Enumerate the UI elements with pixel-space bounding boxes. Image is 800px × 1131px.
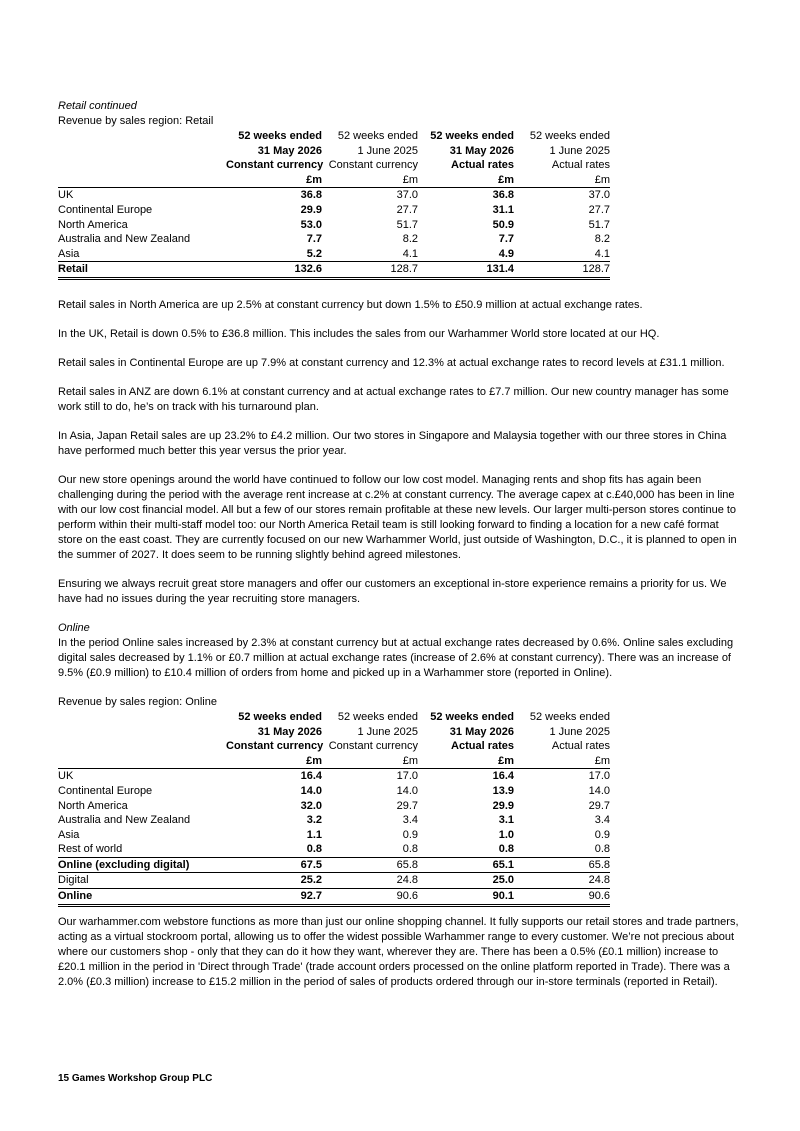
row-label: Asia — [58, 828, 80, 841]
header-cell: 52 weeks ended — [529, 710, 610, 723]
header-cell: 1 June 2025 — [549, 725, 610, 738]
header-cell: 52 weeks ended — [430, 710, 514, 723]
header-cell: £m — [514, 173, 610, 188]
header-cell: 52 weeks ended — [238, 710, 322, 723]
table-row — [58, 873, 610, 889]
paragraph: In the UK, Retail is down 0.5% to £36.8 million. This includes the sales from our Warhammer World store located at our HQ. — [58, 327, 660, 340]
retail-header-row-2 — [58, 144, 610, 159]
table-cell: 8.2 — [402, 233, 418, 246]
table-cell: 50.9 — [492, 218, 514, 231]
table-cell: 25.2 — [300, 874, 322, 887]
table-cell: 29.9 — [300, 203, 322, 216]
online-revenue-table — [58, 710, 610, 907]
table-cell: 51.7 — [396, 218, 418, 231]
row-label: Online — [58, 889, 226, 906]
row-label: Continental Europe — [58, 784, 153, 797]
header-blank — [58, 144, 226, 159]
paragraph: Our new store openings around the world have continued to follow our low cost model. Managing rents and shop fits has again been challenging during the period with the average rent increase at c.2% at constant currency. The average capex at c.£40,000 has been in line with our low cost financial model. All but a few of our stores remain profitable at these new levels. Our larger multi-person stores continue to perform within their multi-staff model too: our North America Retail team is still looking forward to finding a location for a new café format store on the east coast. They are currently focused on our new Warhammer World, just outside of Washington, D.C., it is planned to open in the summer of 2027. It does seem to be running slightly behind agreed milestones. — [58, 473, 737, 561]
header-cell: £m — [226, 173, 322, 188]
table-row — [58, 232, 610, 247]
table-cell: 32.0 — [300, 799, 322, 812]
table-cell: 13.9 — [492, 784, 514, 797]
retail-header-row-1 — [58, 129, 610, 144]
table-cell: 0.8 — [498, 843, 514, 856]
header-cell: 52 weeks ended — [337, 710, 418, 723]
paragraph: In Asia, Japan Retail sales are up 23.2% to £4.2 million. Our two stores in Singapore and Malaysia together with our three stores in China have performed much better this year versus the prior year. — [58, 429, 727, 457]
header-cell: Actual rates — [551, 740, 610, 753]
header-cell: Constant currency — [226, 740, 324, 753]
table-cell: 53.0 — [300, 218, 322, 231]
header-blank — [58, 158, 226, 173]
table-row — [58, 784, 610, 799]
header-cell: 1 June 2025 — [357, 725, 418, 738]
table-cell: 8.2 — [594, 233, 610, 246]
table-row — [58, 813, 610, 828]
header-blank — [58, 129, 226, 144]
row-label: North America — [58, 218, 128, 231]
header-cell: 1 June 2025 — [357, 144, 418, 157]
table-cell: 3.4 — [402, 814, 418, 827]
row-label: Asia — [58, 247, 80, 260]
retail-header-row-3 — [58, 158, 610, 173]
table-cell: 24.8 — [396, 874, 418, 887]
online-table-caption: Revenue by sales region: Online — [58, 695, 217, 708]
retail-revenue-table — [58, 129, 610, 280]
header-cell: 52 weeks ended — [337, 130, 418, 142]
table-cell: 65.8 — [322, 857, 418, 873]
table-cell: 7.7 — [306, 233, 322, 246]
row-label: UK — [58, 770, 74, 783]
header-cell: 1 June 2025 — [549, 144, 610, 157]
table-cell: 128.7 — [514, 262, 610, 279]
table-cell: 36.8 — [300, 189, 322, 202]
table-cell: 27.7 — [588, 203, 610, 216]
row-label: Rest of world — [58, 843, 123, 856]
table-cell: 29.9 — [492, 799, 514, 812]
table-cell: 14.0 — [396, 784, 418, 797]
table-cell: 131.4 — [418, 262, 514, 279]
table-cell: 1.1 — [306, 828, 322, 841]
retail-header-units-row — [58, 173, 610, 188]
table-row — [58, 842, 610, 857]
header-cell: Actual rates — [451, 159, 514, 172]
table-row — [58, 188, 610, 203]
online-header-units-row — [58, 754, 610, 769]
header-cell: Constant currency — [328, 740, 418, 753]
header-cell: Actual rates — [551, 159, 610, 172]
header-cell: £m — [226, 754, 322, 769]
table-cell: 24.8 — [588, 874, 610, 887]
table-cell: 90.6 — [514, 889, 610, 906]
header-cell: Constant currency — [328, 159, 418, 172]
header-cell: 31 May 2026 — [257, 144, 322, 157]
header-blank — [58, 739, 226, 754]
table-cell: 37.0 — [396, 189, 418, 202]
header-cell: 52 weeks ended — [238, 130, 322, 142]
header-blank — [58, 754, 226, 769]
table-cell: 92.7 — [226, 889, 322, 906]
header-cell: £m — [322, 754, 418, 769]
header-cell: 31 May 2026 — [449, 144, 514, 157]
header-cell: 52 weeks ended — [529, 130, 610, 142]
online-total-row — [58, 889, 610, 906]
table-cell: 65.1 — [418, 857, 514, 873]
header-cell: £m — [418, 754, 514, 769]
table-cell: 17.0 — [396, 770, 418, 783]
section-title: Retail continued — [58, 100, 137, 112]
header-blank — [58, 173, 226, 188]
document-page — [58, 99, 744, 1004]
table-cell: 0.8 — [594, 843, 610, 856]
table-row — [58, 247, 610, 262]
online-header-row-3 — [58, 739, 610, 754]
table-row — [58, 769, 610, 784]
online-header-row-2 — [58, 725, 610, 740]
table-cell: 3.4 — [594, 814, 610, 827]
table-cell: 1.0 — [498, 828, 514, 841]
table-cell: 4.1 — [594, 247, 610, 260]
table-cell: 29.7 — [588, 799, 610, 812]
table-row — [58, 218, 610, 233]
row-label: Australia and New Zealand — [58, 233, 191, 246]
online-closing-paragraph: Our warhammer.com webstore functions as more than just our online shopping channel. It fully supports our retail stores and trade partners, acting as a virtual stockroom portal, allowing us to offer the widest possible Warhammer range to every customer. We’re not precious about where our customers shop - only that they can do it how they want, wherever they are. There has been a 0.5% (£0.1 million) increase to £20.1 million in the period in 'Direct through Trade' (trade account orders processed on the online platform reported in Trade). There was a 2.0% (£0.3 million) increase to £15.2 million in the period of sales of products ordered through our in-store terminals (reported in Retail). — [58, 915, 739, 988]
table-cell: 27.7 — [396, 203, 418, 216]
online-section-title: Online — [58, 621, 90, 634]
table-cell: 14.0 — [300, 784, 322, 797]
retail-table-caption: Revenue by sales region: Retail — [58, 115, 214, 127]
header-cell: 31 May 2026 — [257, 725, 322, 738]
table-row — [58, 828, 610, 843]
table-cell: 0.9 — [594, 828, 610, 841]
table-cell: 0.8 — [402, 843, 418, 856]
header-blank — [58, 725, 226, 740]
online-intro-paragraph: In the period Online sales increased by 2.3% at constant currency but at actual exchange rates decreased by 0.6%. Online sales excluding digital sales decreased by 1.1% or £0.7 million at actual exchange rates (increase of 2.6% at constant currency). There was an increase of 9.5% (£0.9 million) to £10.4 million of orders from home and picked up in a Warhammer store (reported in Online). — [58, 636, 734, 679]
header-cell: Actual rates — [451, 740, 514, 753]
table-cell: 0.8 — [306, 843, 322, 856]
retail-total-row — [58, 262, 610, 279]
table-cell: 25.0 — [492, 874, 514, 887]
table-cell: 3.2 — [306, 814, 322, 827]
header-cell: Constant currency — [226, 159, 324, 172]
table-cell: 65.8 — [514, 857, 610, 873]
table-cell: 16.4 — [300, 770, 322, 783]
row-label: UK — [58, 189, 74, 202]
table-cell: 7.7 — [498, 233, 514, 246]
header-blank — [58, 710, 226, 725]
table-cell: 90.1 — [418, 889, 514, 906]
paragraph: Ensuring we always recruit great store managers and offer our customers an exceptional in-store experience remains a priority for us. We have had no issues during the year recruiting store managers. — [58, 577, 727, 605]
paragraph: Retail sales in North America are up 2.5% at constant currency but down 1.5% to £50.9 million at actual exchange rates. — [58, 298, 643, 311]
header-cell: 31 May 2026 — [449, 725, 514, 738]
row-label: Digital — [58, 874, 89, 887]
table-cell: 4.1 — [402, 247, 418, 260]
table-cell: 37.0 — [588, 189, 610, 202]
paragraph: Retail sales in ANZ are down 6.1% at constant currency and at actual exchange rates to £7.7 million. Our new country manager has some work still to do, he’s on track with his turnaround plan. — [58, 385, 729, 413]
table-cell: 67.5 — [226, 857, 322, 873]
header-cell: £m — [514, 754, 610, 769]
header-cell: £m — [322, 173, 418, 188]
row-label: Online (excluding digital) — [58, 857, 226, 873]
online-header-row-1 — [58, 710, 610, 725]
table-cell: 14.0 — [588, 784, 610, 797]
online-subtotal-row — [58, 857, 610, 873]
header-cell: 52 weeks ended — [430, 130, 514, 142]
table-cell: 90.6 — [322, 889, 418, 906]
row-label: Continental Europe — [58, 203, 153, 216]
table-row — [58, 799, 610, 814]
row-label: Retail — [58, 262, 226, 279]
page-footer: 15 Games Workshop Group PLC — [58, 1073, 213, 1084]
row-label: North America — [58, 799, 128, 812]
row-label: Australia and New Zealand — [58, 814, 191, 827]
table-cell: 29.7 — [396, 799, 418, 812]
table-cell: 4.9 — [498, 247, 514, 260]
table-cell: 17.0 — [588, 770, 610, 783]
header-cell: £m — [418, 173, 514, 188]
table-cell: 51.7 — [588, 218, 610, 231]
table-cell: 16.4 — [492, 770, 514, 783]
table-cell: 132.6 — [226, 262, 322, 279]
paragraph: Retail sales in Continental Europe are up 7.9% at constant currency and 12.3% at actual exchange rates to record levels at £31.1 million. — [58, 356, 725, 369]
table-cell: 128.7 — [322, 262, 418, 279]
table-cell: 0.9 — [402, 828, 418, 841]
table-cell: 31.1 — [492, 203, 514, 216]
table-cell: 36.8 — [492, 189, 514, 202]
table-cell: 5.2 — [306, 247, 322, 260]
table-row — [58, 203, 610, 218]
table-cell: 3.1 — [498, 814, 514, 827]
